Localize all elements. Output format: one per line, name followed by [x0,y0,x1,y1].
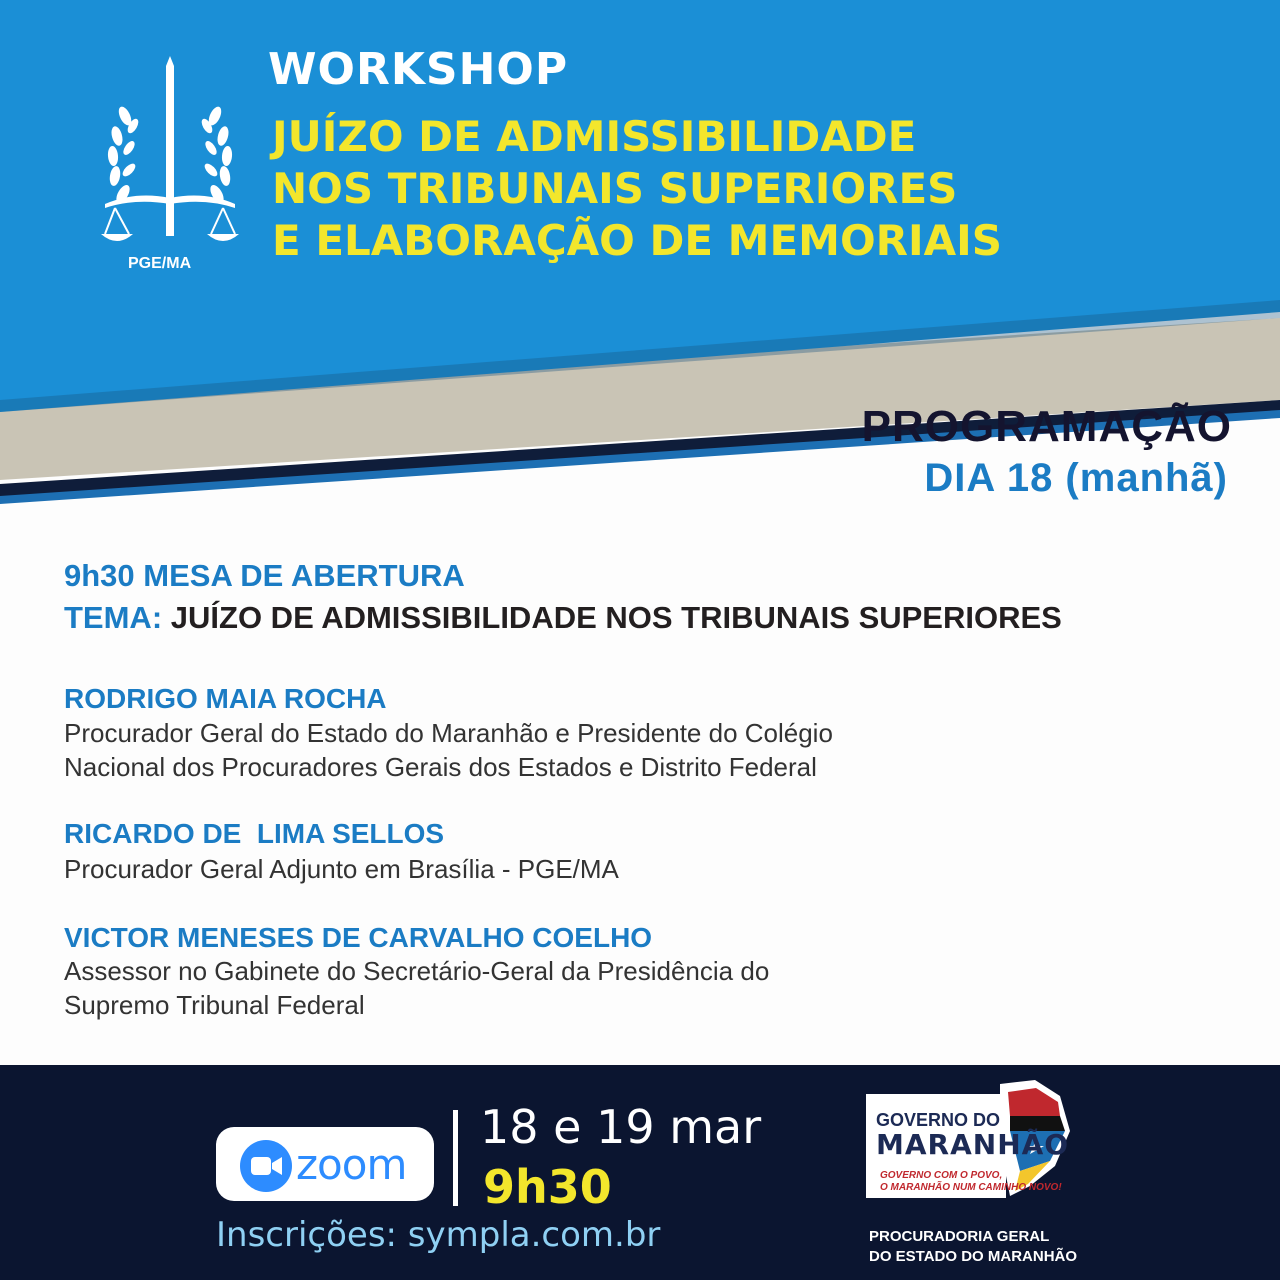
speaker-description [64,716,1024,784]
gov-state-name: MARANHÃO [876,1128,1070,1161]
event-time: 9h30 [483,1160,612,1214]
session-theme [64,600,1062,636]
gov-label: GOVERNO DO [876,1110,1001,1130]
title-line-1: JUÍZO DE ADMISSIBILIDADE [272,112,917,161]
speaker-desc-line: Procurador Geral Adjunto em Brasília - PGE/MA [64,854,619,884]
footer-divider [453,1110,458,1206]
zoom-wordmark: zoom [296,1140,407,1189]
theme-value: JUÍZO DE ADMISSIBILIDADE NOS TRIBUNAIS SUPERIORES [170,600,1062,635]
gov-slogan-2: O MARANHÃO NUM CAMINHO NOVO! [880,1182,1062,1193]
org-name-line-1: PROCURADORIA GERAL [869,1228,1050,1245]
speaker-desc-line: Procurador Geral do Estado do Maranhão e Presidente do Colégio [64,718,833,748]
speaker-desc-line: Supremo Tribunal Federal [64,990,365,1020]
title-line-2: NOS TRIBUNAIS SUPERIORES [272,164,958,213]
speaker-name: VICTOR MENESES DE CARVALHO COELHO [64,922,653,953]
registration-link[interactable]: Inscrições: sympla.com.br [216,1215,661,1255]
speaker-description [64,852,1024,886]
event-dates: 18 e 19 mar [480,1100,762,1154]
speaker-name: RICARDO DE LIMA SELLOS [64,818,445,849]
speaker-desc-line: Assessor no Gabinete do Secretário-Geral da Presidência do [64,956,770,986]
zoom-camera-icon [240,1140,292,1192]
speaker-description [64,954,1024,1022]
program-day: DIA 18 (manhã) [924,456,1228,500]
title-line-3: E ELABORAÇÃO DE MEMORIAIS [272,216,1002,265]
pge-logo-icon [95,56,245,256]
gov-slogan-1: GOVERNO COM O POVO, [880,1170,1003,1181]
logo-label: PGE/MA [128,255,192,272]
speaker-desc-line: Nacional dos Procuradores Gerais dos Estados e Distrito Federal [64,752,817,782]
theme-label: TEMA: [64,600,163,635]
opening-session: 9h30 MESA DE ABERTURA [64,558,465,593]
org-name-line-2: DO ESTADO DO MARANHÃO [869,1248,1078,1265]
program-heading: PROGRAMAÇÃO [861,402,1232,451]
speaker-name: RODRIGO MAIA ROCHA [64,683,387,714]
workshop-label: WORKSHOP [268,44,569,95]
